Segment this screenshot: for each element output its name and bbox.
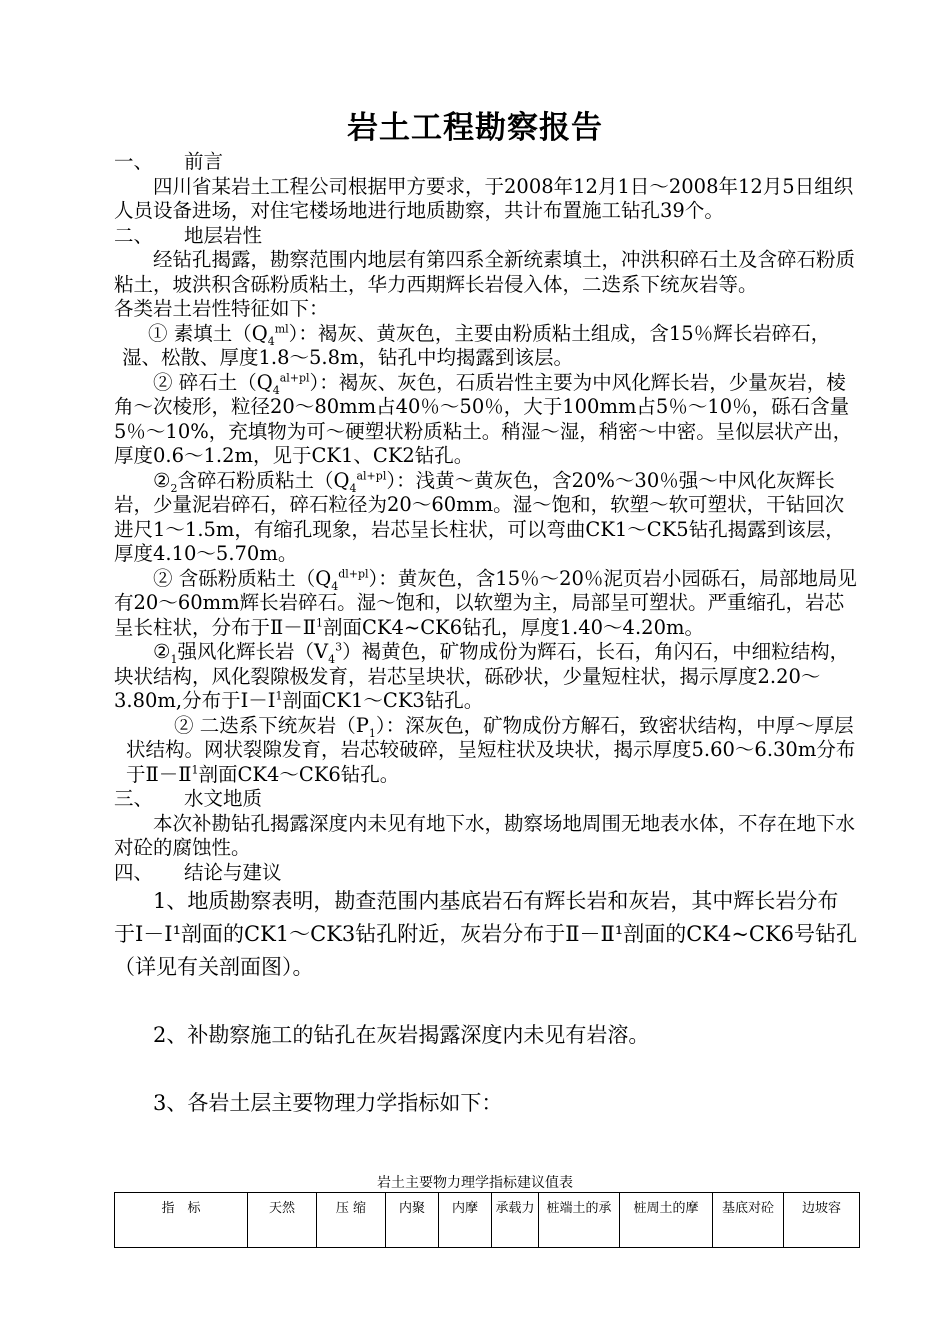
parameters-table bbox=[114, 1192, 860, 1248]
table-header-cell: 桩端土的承 bbox=[539, 1193, 620, 1248]
conclusion-3: 3、各岩土层主要物理力学指标如下： bbox=[153, 1091, 503, 1115]
section-number: 四、 bbox=[114, 860, 154, 884]
report-body bbox=[114, 150, 859, 1120]
layer-description-3: $②_2$含碎石粉质粘土$(Q_4^{al+pl})$：浅黄～黄灰色，含20%～30％强～中风化灰辉长岩，少量泥岩碎石，碎石粒径为20～60mm。湿～饱和，软塑～软可塑状，干钻回次进尺1～1.5m，有缩孔现象，岩芯呈长柱状，可以弯曲CK1～CK5钻孔揭露到该层，厚度4.10～5.70m。 bbox=[114, 468, 845, 565]
section-number: 一、 bbox=[114, 150, 154, 173]
paragraph: 本次补勘钻孔揭露深度内未见有地下水，勘察场地周围无地表水体，不存在地下水对砼的腐蚀性。 bbox=[114, 811, 856, 859]
layer-description-4: ② 含砾粉质粘土$(Q_4^{dl+pl})$：黄灰色，含15％～20％泥页岩小园砾石，局部地局见有20～60mm辉长岩碎石。湿～饱和，以软塑为主，局部呈可塑状。严重缩孔，岩芯呈长柱状，分布于Ⅱ－Ⅱ$^1$剖面CK4~CK6钻孔，厚度1.40～4.20m。 bbox=[114, 566, 857, 639]
layer-description-1: ① 素填土$(Q_4^{ml})$：褐灰、黄灰色，主要由粉质粘土组成，含15％辉长岩碎石，湿、松散、厚度1.8～5.8m，钻孔中均揭露到该层。 bbox=[122, 321, 831, 369]
section-number: 二、 bbox=[114, 223, 154, 247]
table-header-cell: 指 标 bbox=[115, 1193, 248, 1248]
conclusion-2: 2、补勘察施工的钻孔在灰岩揭露深度内未见有岩溶。 bbox=[153, 1023, 650, 1047]
layer-description-2: ② 碎石土$(Q_4^{al+pl})$：褐灰、灰色，石质岩性主要为中风化辉长岩，少量灰岩，棱角～次棱形，粒径20～80mm占40％～50％，大于100mm占5％～10％，砾石含量5％～10%，充填物为可～硬塑状粉质粘土。稍湿～湿，稍密～中密。呈似层状产出，厚度0.6～1.2m，见于CK1、CK2钻孔。 bbox=[114, 370, 853, 467]
table-header-cell: 基底对砼 bbox=[713, 1193, 784, 1248]
section-heading-2 bbox=[114, 224, 859, 249]
section-heading-1 bbox=[114, 150, 859, 175]
table-header-cell: 内摩 bbox=[439, 1193, 492, 1248]
section-title: 结论与建议 bbox=[184, 860, 282, 884]
page-title: 岩土工程勘察报告 bbox=[347, 110, 603, 146]
table-header-cell: 边坡容 bbox=[784, 1193, 860, 1248]
table-header-cell: 压 缩 bbox=[317, 1193, 386, 1248]
section-title: 前言 bbox=[184, 150, 224, 173]
table-header-cell: 天然 bbox=[248, 1193, 317, 1248]
layer-description-5: $②_1$强风化辉长岩$(V_4^3)$褐黄色，矿物成份为辉石，长石，角闪石，中细粒结构，块状结构，风化裂隙极发育，岩芯呈块状，砾砂状，少量短柱状，揭示厚度2.20～3.80m,分布于Ⅰ－Ⅰ$^1$剖面CK1～CK3钻孔。 bbox=[114, 640, 850, 712]
paragraph: 经钻孔揭露，勘察范围内地层有第四系全新统素填土，冲洪积碎石土及含碎石粉质粘土，坡洪积含砾粉质粘土，华力西期辉长岩侵入体，二迭系下统灰岩等。 bbox=[114, 248, 856, 296]
table-header-row bbox=[115, 1193, 860, 1248]
section-title: 水文地质 bbox=[184, 787, 263, 810]
table-header-cell: 承载力 bbox=[492, 1193, 539, 1248]
conclusion-1: 1、地质勘察表明，勘查范围内基底岩石有辉长岩和灰岩，其中辉长岩分布于Ⅰ－Ⅰ¹剖面的CK1～CK3钻孔附近，灰岩分布于Ⅱ－Ⅱ¹剖面的CK4~CK6号钻孔（详见有关剖面图）。 bbox=[114, 889, 858, 979]
section-number: 三、 bbox=[114, 787, 154, 810]
paragraph: 各类岩土岩性特征如下： bbox=[114, 297, 329, 320]
section-heading-3 bbox=[114, 787, 859, 812]
section-title: 地层岩性 bbox=[184, 223, 263, 247]
table-header-cell: 内聚 bbox=[386, 1193, 439, 1248]
layer-description-6: ② 二迭系下统灰岩$(P_1)$：深灰色，矿物成份方解石，致密状结构，中厚～厚层状结构。网状裂隙发育，岩芯较破碎，呈短柱状及块状，揭示厚度5.60～6.30m分布于Ⅱ－Ⅱ$^1$剖面CK4～CK6钻孔。 bbox=[126, 713, 856, 786]
section-heading-4 bbox=[114, 861, 859, 886]
paragraph: 四川省某岩土工程公司根据甲方要求，于2008年12月1日～2008年12月5日组织人员设备进场，对住宅楼场地进行地质勘察，共计布置施工钻孔39个。 bbox=[114, 174, 854, 222]
table-caption: 岩土主要物力理学指标建议值表 bbox=[377, 1175, 573, 1191]
table-header-cell: 桩周土的摩 bbox=[620, 1193, 713, 1248]
